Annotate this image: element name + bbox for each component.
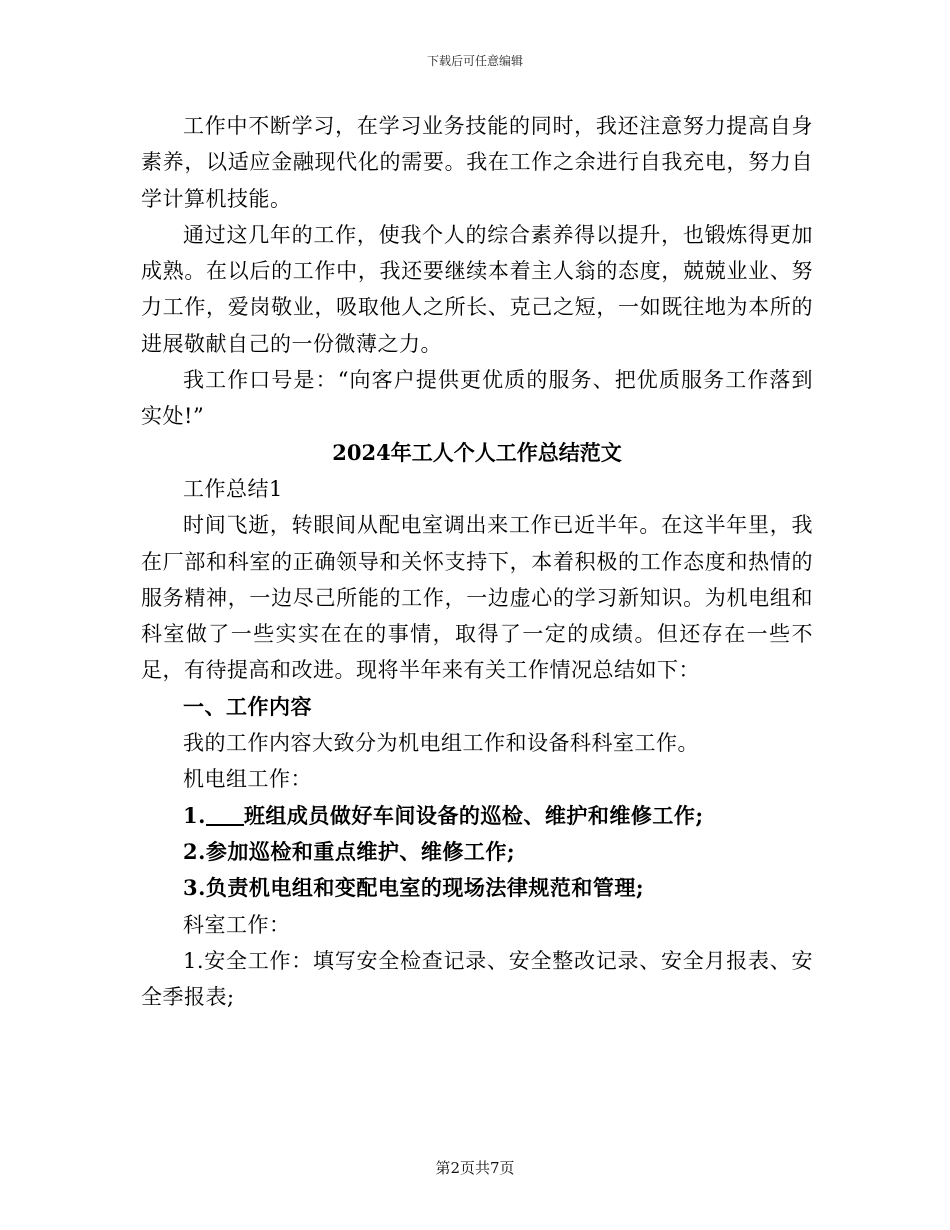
document-body <box>141 108 813 1015</box>
paragraph-work-scope: 我的工作内容大致分为机电组工作和设备科科室工作。 <box>183 731 699 756</box>
label-office-work: 科室工作： <box>183 912 291 937</box>
paragraph-safety-work: 1.安全工作：填写安全检查记录、安全整改记录、安全月报表、安全季报表; <box>141 948 813 1010</box>
label-electromechanical-work: 机电组工作： <box>183 767 312 792</box>
paragraph-motto: 我工作口号是：“向客户提供更优质的服务、把优质服务工作落到实处!” <box>141 368 813 429</box>
list-item-2: 2.参加巡检和重点维护、维修工作; <box>183 838 516 864</box>
list-item-3: 3.负责机电组和变配电室的现场法律规范和管理; <box>183 875 645 901</box>
page-footer-number: 第2页共7页 <box>435 1159 515 1177</box>
list-item-1-number: 1. <box>183 802 206 828</box>
list-item-1-text: 班组成员做好车间设备的巡检、维护和维修工作; <box>243 802 704 828</box>
section-heading-work-content: 一、工作内容 <box>183 693 312 719</box>
summary-label: 工作总结1 <box>183 476 283 501</box>
paragraph-growth: 通过这几年的工作，使我个人的综合素养得以提升，也锻炼得更加成熟。在以后的工作中，我还要继续本着主人翁的态度，兢兢业业、努力工作，爱岗敬业，吸取他人之所长、克己之短，一如既往地为本所的进展敬献自己的一份微薄之力。 <box>141 222 813 356</box>
blank-underline <box>206 803 244 826</box>
list-item-1 <box>141 798 813 834</box>
document-title: 2024年工人个人工作总结范文 <box>332 439 622 465</box>
paragraph-intro: 时间飞逝，转眼间从配电室调出来工作已近半年。在这半年里，我在厂部和科室的正确领导和关怀支持下，本着积极的工作态度和热情的服务精神，一边尽己所能的工作，一边虚心的学习新知识。为机电组和科室做了一些实实在在的事情，取得了一定的成绩。但还存在一些不足，有待提高和改进。现将半年来有关工作情况总结如下： <box>141 513 813 683</box>
paragraph-self-study: 工作中不断学习，在学习业务技能的同时，我还注意努力提高自身素养，以适应金融现代化的需要。我在工作之余进行自我充电，努力自学计算机技能。 <box>141 114 813 211</box>
page-header-note: 下载后可任意编辑 <box>426 54 523 68</box>
